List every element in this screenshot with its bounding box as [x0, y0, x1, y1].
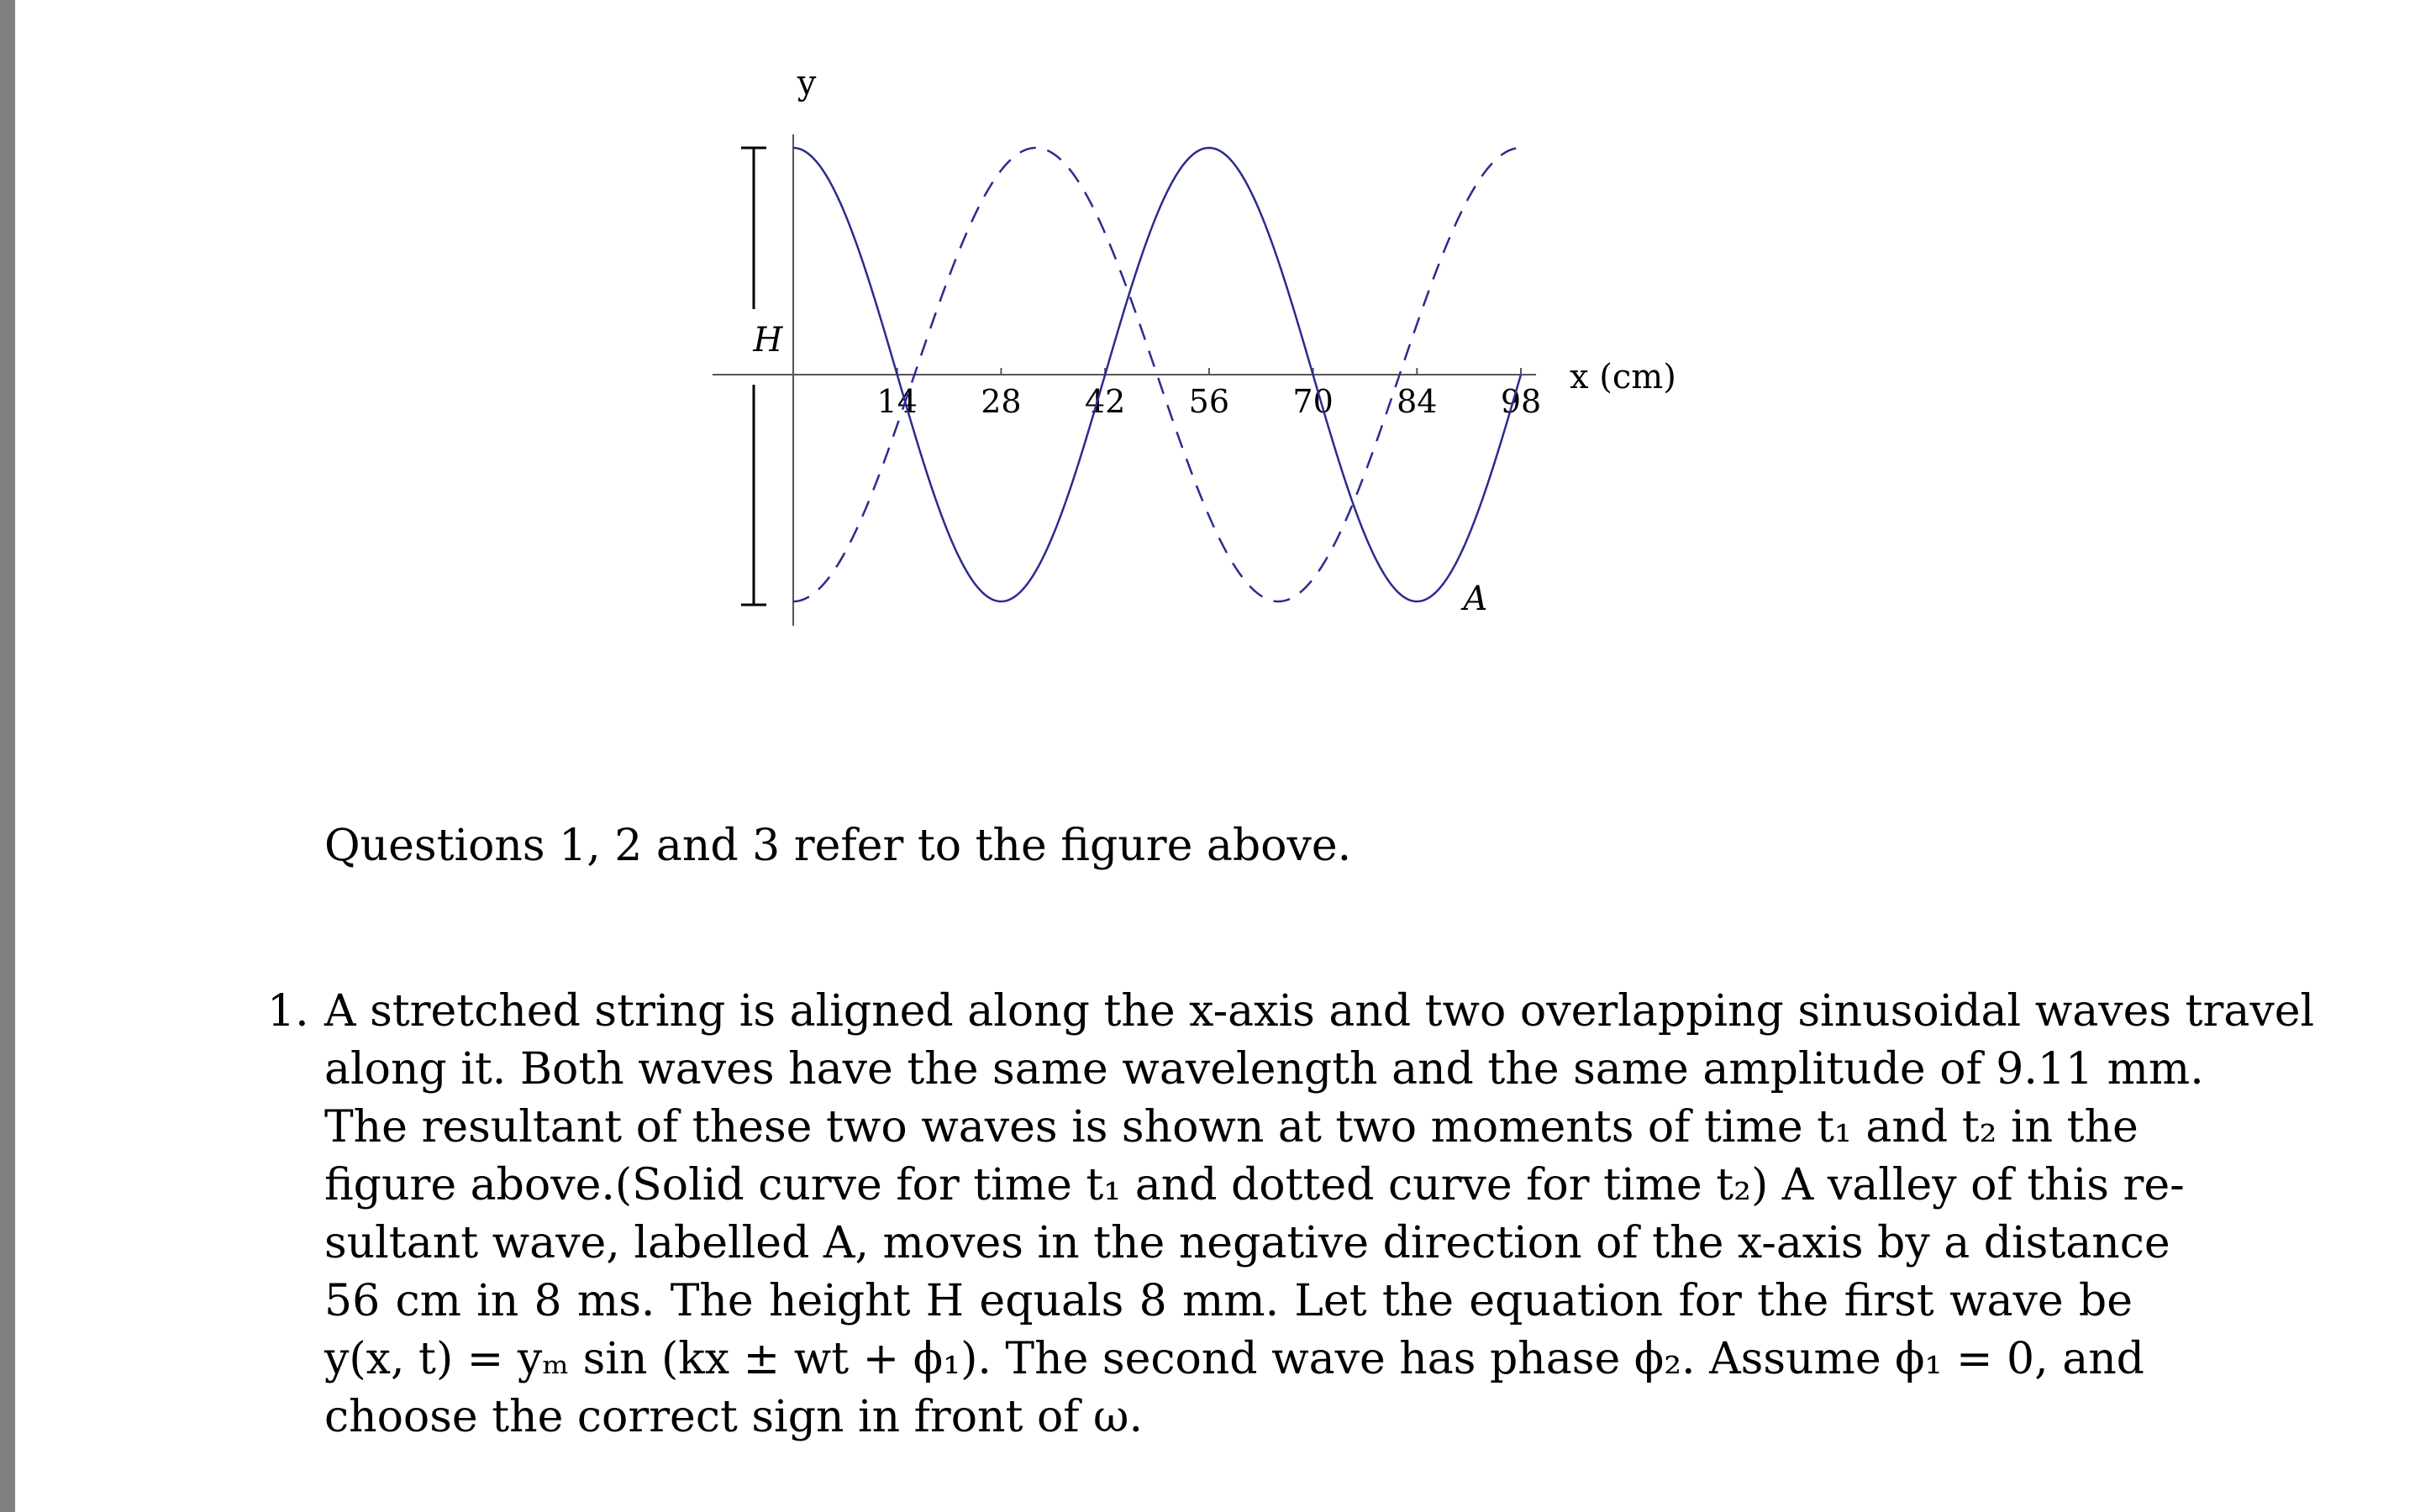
question-line: y(x, t) = yₘ sin (kx ± wt + ϕ₁). The second wave has phase ϕ₂. Assume ϕ₁ = 0, and	[324, 1334, 2144, 1384]
y-axis-label: y	[797, 64, 817, 102]
x-tick-label: 84	[1397, 383, 1438, 420]
x-tick-label: 42	[1084, 383, 1126, 420]
question-line: along it. Both waves have the same wavelength and the same amplitude of 9.11 mm.	[324, 1044, 2204, 1095]
wave-figure	[15, 0, 2420, 756]
valley-label: A	[1463, 580, 1488, 618]
height-label: H	[753, 321, 783, 360]
x-tick-label: 56	[1188, 383, 1230, 420]
question-line: The resultant of these two waves is shown at two moments of time t₁ and t₂ in the	[324, 1102, 2139, 1152]
question-line: figure above.(Solid curve for time t₁ and dotted curve for time t₂) A valley of this re-	[324, 1160, 2185, 1210]
question-line: A stretched string is aligned along the x-axis and two overlapping sinusoidal waves travel	[324, 986, 2315, 1037]
height-bracket	[741, 148, 766, 605]
x-tick-labels	[877, 383, 1542, 420]
figure-reference-text: Questions 1, 2 and 3 refer to the figure above.	[324, 821, 1352, 871]
x-tick-label: 70	[1292, 383, 1334, 420]
question-number: 1.	[267, 986, 309, 1037]
question-line: 56 cm in 8 ms. The height H equals 8 mm. Let the equation for the first wave be	[324, 1276, 2133, 1326]
x-axis-label: x (cm)	[1570, 358, 1676, 396]
x-tick-label: 28	[981, 383, 1022, 420]
x-tick-marks	[897, 368, 1521, 375]
question-line: choose the correct sign in front of ω.	[324, 1392, 1143, 1442]
document-page	[15, 0, 2420, 1512]
x-tick-label: 98	[1500, 383, 1542, 420]
question-body	[324, 983, 2315, 1446]
question-line: sultant wave, labelled A, moves in the negative direction of the x-axis by a distance	[324, 1218, 2170, 1268]
question-1	[267, 983, 2315, 1446]
x-tick-label: 14	[876, 383, 918, 420]
